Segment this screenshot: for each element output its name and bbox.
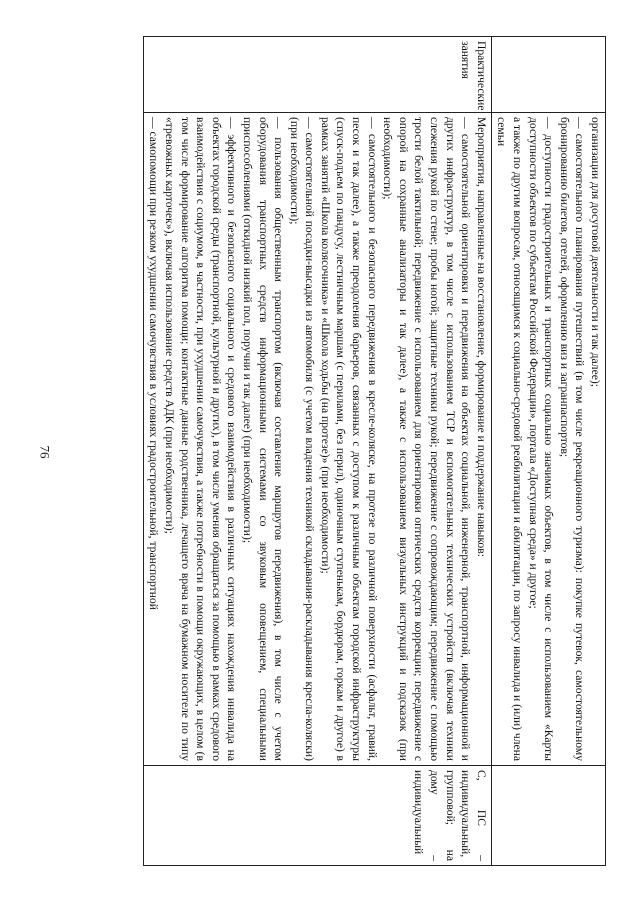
- row1-col1-cell: [491, 37, 605, 113]
- row2-line: — самостоятельного и безопасного передвижения в кресле-коляске, на протезе по различной поверхности (асфальт, гравий, песок и так далее), а также преодоления барьеров, связанных с доступом к различным объектам городской инфраструктуры (спуск-подъем по пандусу, лестничным маршам (с перилами, без перил), одиночным ступенькам, бордюрам, горкам и другое) в рамках занятий «Школа колясочника» и «Школа ходьбы (на протезе)» (при необходимости);: [318, 117, 379, 761]
- rehabilitation-table: [143, 36, 606, 866]
- row1-col2-cell: [491, 113, 605, 766]
- row2-line: — эффективного и безопасного социального и средового взаимодействия в различных ситуациях нахождения инвалида на объектах городской среды (транспортной, культурной и других), в том числе умения обращаться за помощью в рамках средового взаимодействия с социумом, в частности, при ухудшении самочувствия, а также потребности в помощи окружающих, в целом (в том числе формирование алгоритма помощи; контактные данные родственника, лечащего врача на бумажном носителе по типу «тревожных карточек»), включая использование средств АДК (при необходимости);: [162, 117, 239, 761]
- row2-line: — пользования общественным транспортом (включая составление маршрутов передвижения), в том числе с учетом оборудования транспортных средств информационными системами со звуковым оповещением, специальными приспособлениями (откидной низкий пол, поручни и так далее) (при необходимости);: [240, 117, 286, 761]
- row2-col3-cell: С, ПС – индивидуальный, групповой; на дому – индивидуальный: [143, 766, 491, 866]
- row2-line: — самопомощи при резком ухудшении самочувствия в условиях градостроительной, транспортной: [147, 117, 161, 610]
- rotated-content-table: [54, 36, 606, 866]
- table-row: [143, 37, 491, 866]
- row2-col1-cell: Практические занятия: [143, 37, 491, 113]
- row2-line: — самостоятельной посадки-высадки из автомобиля (с учетом владения техникой складывания-раскладывания кресла-коляски) (при необходимости);: [287, 117, 317, 761]
- row1-line: — доступности градостроительных и транспортных социально значимых объектов, в том числе с использованием «Карты доступности объектов по субъектам Российской Федерации», портала «Доступная среда» и другое;: [526, 117, 556, 761]
- row1-line: организации для досуговой деятельности и так далее);: [589, 117, 602, 387]
- row1-col3-cell: [491, 766, 605, 866]
- table-row: [491, 37, 605, 866]
- row2-line: — самостоятельной ориентировки и передвижения на объектах социальной, инженерной, транспортной, информационной и других инфраструктур, в том числе с использованием ТСР и вспомогательных технических устройств (включая техники слежения рукой по стене; пробы ногой; защитные техники рукой; передвижение с сопровождающим; передвижение с помощью трости белой тактильной; передвижение с использованием для ориентировки оптических средств коррекции; передвижение с опорой на сохранные анализаторы и так далее), а также с использованием визуальных инструкций и подсказок (при необходимости);: [381, 117, 473, 761]
- row2-line: Мероприятия, направленные на восстановление, формирование и поддержание навыков:: [474, 117, 488, 557]
- row2-col2-cell: [143, 113, 491, 766]
- row1-line: а также по другим вопросам, относящимся к социально-средовой реабилитации и абилитации, по запросу инвалида и (или) члена семьи: [495, 117, 525, 762]
- page-number: 76: [37, 445, 53, 459]
- row1-line: — самостоятельного планирования путешествий (в том числе рекреационного туризма): покупке путевок, самостоятельному бронированию билетов, отелей, оформлению виз и загранпаспортов;: [557, 117, 587, 761]
